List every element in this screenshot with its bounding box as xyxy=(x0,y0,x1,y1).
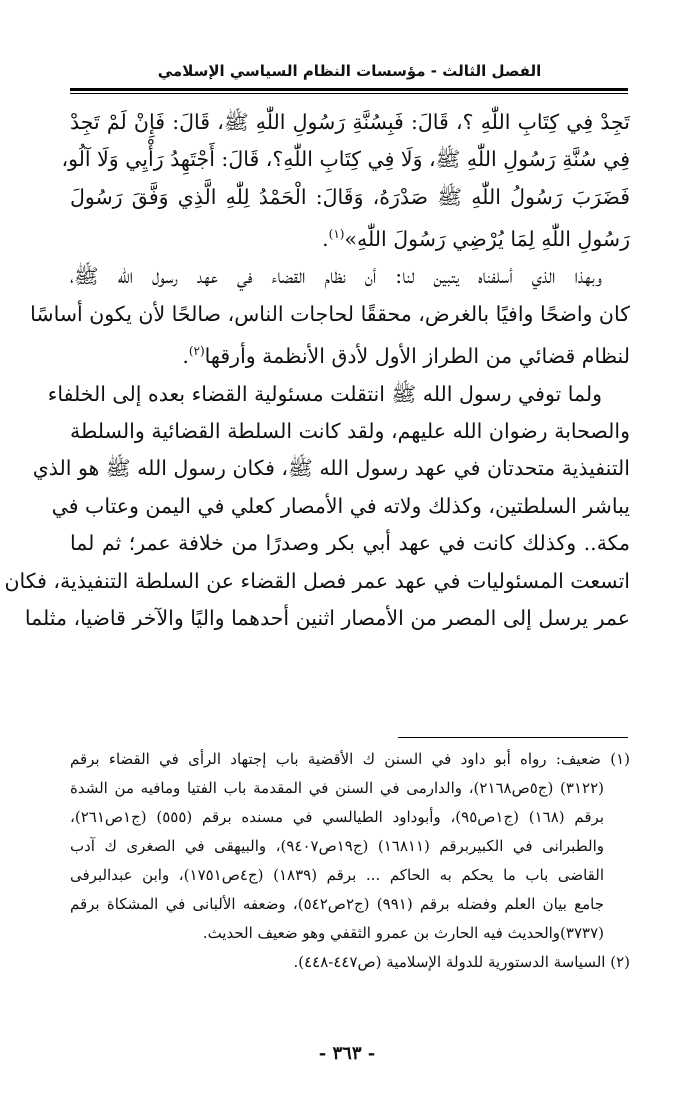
text-line: وبهذا الذي أسلفناه يتبين لنا: أن نظام القضاء في عهد رسول الله ﷺ، xyxy=(70,264,602,289)
footnote-ref-2: (٢) xyxy=(188,344,205,359)
text-line: والصحابة رضوان الله عليهم، ولقد كانت السلطة القضائية والسلطة xyxy=(70,418,630,443)
paragraph-judiciary xyxy=(30,258,630,375)
text-line-content: لنظام قضائي من الطراز الأول لأدق الأنظمة وأرقها xyxy=(204,344,630,369)
footnote-line: (٣١٢٢) (ج٥ص٢١٦٨)، والدارمى في السنن في المقدمة باب الفتيا ومافيه من الشدة xyxy=(70,779,604,797)
text-line: تَجِدْ فِي كِتَابِ اللّٰهِ ؟، قَالَ: فَبِسُنَّةِ رَسُولِ اللّٰهِ ﷺ، قَالَ: فَإِنْ لَمْ تَجِدْ xyxy=(70,110,630,134)
footnotes xyxy=(70,745,630,977)
text-line: كان واضحًا وافيًا بالغرض، محققًا لحاجات الناس، صالحًا لأن يكون أساسًا xyxy=(30,301,630,326)
header-divider xyxy=(70,88,628,94)
text-line: ولما توفي رسول الله ﷺ انتقلت مسئولية القضاء بعده إلى الخلفاء xyxy=(47,381,602,406)
paragraph-hadith xyxy=(61,104,630,258)
main-text xyxy=(4,104,630,637)
paragraph-caliphs xyxy=(4,376,630,638)
running-header: الفصل الثالث - مؤسسات النظام السياسي الإسلامي xyxy=(157,62,542,80)
footnote-line: (١) ضعيف: رواه أبو داود في السنن ك الأقضية باب إجتهاد الرأى في القضاء برقم xyxy=(70,750,630,768)
text-line: مكة.. وكذلك كانت في عهد أبي بكر وصدرًا من خلافة عمر؛ ثم لما xyxy=(70,531,630,556)
page-number: - ٣٦٣ - xyxy=(318,1043,376,1064)
text-line: فَضَرَبَ رَسُولُ اللّٰهِ ﷺ صَدْرَهُ، وَقَالَ: الْحَمْدُ لِلّٰهِ الَّذِي وَفَّقَ رَسُولَ xyxy=(70,184,630,209)
text-line: لنظام قضائي من الطراز الأول لأدق الأنظمة وأرقها$^{(٢)}$. xyxy=(182,344,630,369)
text-line-content: رَسُولِ اللّٰهِ لِمَا يُرْضِي رَسُولَ اللّٰهِ» xyxy=(344,227,630,252)
footnote-line: القاضى باب ما يحكم به الحاكم ... برقم (١٨٣٩) (ج٤ص١٧٥١)، وابن عبدالبرفى xyxy=(70,866,604,884)
footnote-line: (٣٧٣٧)والحديث فيه الحارث بن عمرو الثقفي وهو ضعيف الحديث. xyxy=(202,924,604,942)
footnote-line: (٢) السياسة الدستورية للدولة الإسلامية (ص٤٤٧-٤٤٨). xyxy=(293,953,630,971)
text-line: عمر يرسل إلى المصر من الأمصار اثنين أحدهما واليًا والآخر قاضيا، مثلما xyxy=(24,605,630,630)
footnote-line: والطبرانى في الكبيربرقم (١٦٨١١) (ج١٩ص٩٤٠٧)، والبيهقى في الصغرى ك آدب xyxy=(70,837,604,855)
footnote-ref-1: (١) xyxy=(328,227,345,242)
text-line: رَسُولِ اللّٰهِ لِمَا يُرْضِي رَسُولَ اللّٰهِ»$^{(١)}$. xyxy=(322,227,630,252)
text-line: التنفيذية متحدتان في عهد رسول الله ﷺ، فكان رسول الله ﷺ هو الذي xyxy=(32,456,630,481)
text-line: يباشر السلطتين، وكذلك ولاته في الأمصار كعلي في اليمن وعتاب في xyxy=(51,493,630,518)
footnote-divider xyxy=(398,737,628,738)
text-line: اتسعت المسئوليات في عهد عمر فصل القضاء عن السلطة التنفيذية، فكان xyxy=(4,568,630,593)
footnote-line: جامع بيان العلم وفضله برقم (٩٩١) (ج٢ص٥٤٢)، وضعفه الألبانى في المشكاة برقم xyxy=(70,895,604,913)
footnote-line: برقم (١٦٨) (ج١ص٩٥)، وأبوداود الطيالسي في مسنده برقم (٥٥٥) (ج١ص٢٦١)، xyxy=(70,808,605,826)
text-line: فِي سُنَّةِ رَسُولِ اللّٰهِ ﷺ، وَلَا فِي كِتَابِ اللّٰهِ؟، قَالَ: أَجْتَهِدُ رَأْيِي وَلَا آلُو، xyxy=(61,147,630,172)
